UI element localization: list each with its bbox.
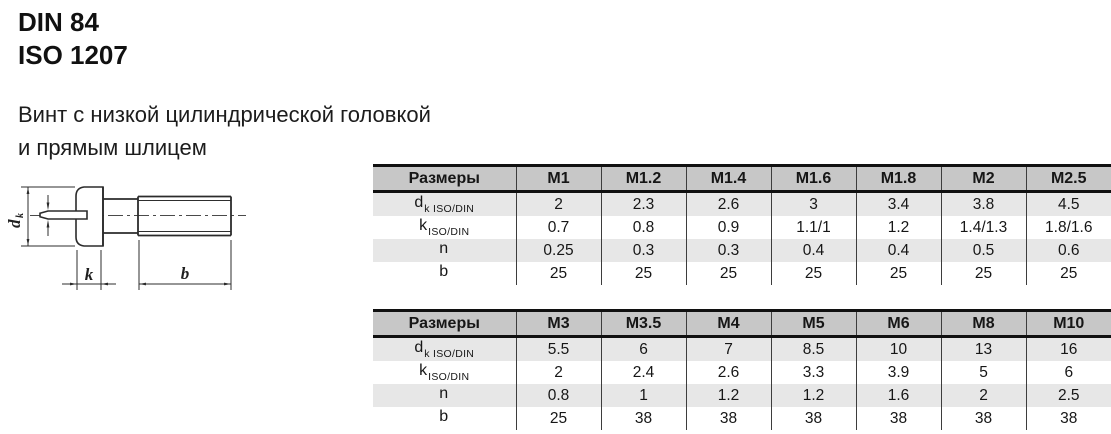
row-label-main: n	[439, 240, 449, 258]
row-label	[373, 384, 516, 407]
table-cell: 2.4	[601, 361, 686, 384]
b-arrow-left	[139, 283, 146, 286]
table-cell: 0.3	[686, 239, 771, 262]
table-header-cell: M5	[771, 311, 856, 337]
table-cell: 0.4	[771, 239, 856, 262]
table-cell: 3	[771, 192, 856, 217]
k-arrow-right	[101, 283, 108, 286]
table-row	[373, 216, 1111, 239]
table-cell: 3.3	[771, 361, 856, 384]
table-cell: 13	[941, 337, 1026, 362]
table-header-cell: M10	[1026, 311, 1111, 337]
table-row	[373, 262, 1111, 285]
table-header-cell: M2	[941, 166, 1026, 192]
table-cell: 0.5	[941, 239, 1026, 262]
table-cell: 38	[856, 407, 941, 430]
row-label-sub: ISO/DIN	[428, 370, 470, 383]
row-label	[373, 239, 516, 262]
table-cell: 38	[686, 407, 771, 430]
row-label-main: k	[419, 362, 428, 380]
table-header-cell: M1.8	[856, 166, 941, 192]
spec-table-large-sizes	[373, 309, 1111, 430]
dk-label-sub: k	[15, 213, 26, 218]
row-label-main: n	[439, 385, 449, 403]
row-label-main: b	[439, 408, 449, 426]
table-cell: 6	[601, 337, 686, 362]
description-line-1: Винт с низкой цилиндрической головкой	[18, 102, 431, 127]
table-cell: 38	[771, 407, 856, 430]
row-label-sub: ISO/DIN	[428, 225, 470, 238]
table-cell: 25	[941, 262, 1026, 285]
table-cell: 38	[941, 407, 1026, 430]
table-cell: 0.3	[601, 239, 686, 262]
table-cell: 25	[1026, 262, 1111, 285]
table-cell: 7	[686, 337, 771, 362]
table-cell: 2.3	[601, 192, 686, 217]
table-cell: 3.9	[856, 361, 941, 384]
description-line-2: и прямым шлицем	[18, 135, 207, 160]
table-cell: 1.2	[686, 384, 771, 407]
table-header-cell: M6	[856, 311, 941, 337]
table-header-cell: M1.4	[686, 166, 771, 192]
table-cell: 25	[686, 262, 771, 285]
table-header-cell: Размеры	[373, 166, 516, 192]
row-label-sub: k ISO/DIN	[424, 347, 475, 360]
b-arrow-right	[224, 283, 231, 286]
table-cell: 0.4	[856, 239, 941, 262]
row-label	[373, 361, 516, 384]
table-cell: 25	[856, 262, 941, 285]
row-label-main: d	[414, 339, 424, 357]
table-cell: 25	[771, 262, 856, 285]
table-cell: 38	[601, 407, 686, 430]
k-dimension-label: k	[84, 265, 94, 284]
standard-din: DIN 84	[18, 7, 99, 37]
table-row	[373, 239, 1111, 262]
table-header-cell: M3.5	[601, 311, 686, 337]
table-cell: 2.6	[686, 192, 771, 217]
b-dimension-label: b	[180, 264, 190, 283]
table-header-cell: M4	[686, 311, 771, 337]
row-label-main: k	[419, 217, 428, 235]
table-cell: 1.8/1.6	[1026, 216, 1111, 239]
standards-heading	[18, 6, 128, 72]
table-cell: 0.9	[686, 216, 771, 239]
table-cell: 0.25	[516, 239, 601, 262]
table-cell: 2	[516, 361, 601, 384]
table-cell: 16	[1026, 337, 1111, 362]
table-header-cell: M3	[516, 311, 601, 337]
table-cell: 1.4/1.3	[941, 216, 1026, 239]
table-cell: 1.6	[856, 384, 941, 407]
table-cell: 0.7	[516, 216, 601, 239]
dk-arrow-top	[27, 187, 30, 194]
table-cell: 25	[601, 262, 686, 285]
table-cell: 5	[941, 361, 1026, 384]
table-header-cell: Размеры	[373, 311, 516, 337]
table-row	[373, 361, 1111, 384]
table-cell: 10	[856, 337, 941, 362]
table-row	[373, 192, 1111, 217]
table-cell: 8.5	[771, 337, 856, 362]
table-row	[373, 407, 1111, 430]
table-header-cell: M8	[941, 311, 1026, 337]
k-arrow-left	[70, 283, 77, 286]
row-label-main: b	[439, 263, 449, 281]
table-row	[373, 337, 1111, 362]
row-label-sub: k ISO/DIN	[424, 202, 475, 215]
table-cell: 1.1/1	[771, 216, 856, 239]
row-label	[373, 192, 516, 217]
table-header-cell: M1.6	[771, 166, 856, 192]
table-header-cell: M1.2	[601, 166, 686, 192]
row-label	[373, 407, 516, 430]
table-header-row	[373, 311, 1111, 337]
slot-arrow-bottom-head	[47, 220, 50, 228]
table-cell: 6	[1026, 361, 1111, 384]
table-cell: 2	[941, 384, 1026, 407]
table-cell: 0.6	[1026, 239, 1111, 262]
standard-iso: ISO 1207	[18, 40, 128, 70]
table-cell: 1.2	[771, 384, 856, 407]
table-row	[373, 384, 1111, 407]
table-header-row	[373, 166, 1111, 192]
table-cell: 5.5	[516, 337, 601, 362]
table-cell: 1	[601, 384, 686, 407]
table-header-cell: M1	[516, 166, 601, 192]
dk-arrow-bottom	[27, 239, 30, 246]
table-cell: 0.8	[516, 384, 601, 407]
spec-table-small-sizes	[373, 164, 1111, 285]
dk-label-main: d	[5, 219, 24, 228]
row-label-main: d	[414, 194, 424, 212]
table-cell: 3.8	[941, 192, 1026, 217]
table-cell: 2.6	[686, 361, 771, 384]
table-cell: 3.4	[856, 192, 941, 217]
table-cell: 2	[516, 192, 601, 217]
table-cell: 4.5	[1026, 192, 1111, 217]
table-cell: 2.5	[1026, 384, 1111, 407]
table-cell: 0.8	[601, 216, 686, 239]
slot-arrow-top-head	[47, 203, 50, 211]
table-cell: 25	[516, 262, 601, 285]
dk-dimension-label	[5, 213, 26, 228]
table-header-cell: M2.5	[1026, 166, 1111, 192]
row-label	[373, 262, 516, 285]
table-cell: 25	[516, 407, 601, 430]
table-cell: 38	[1026, 407, 1111, 430]
row-label	[373, 337, 516, 362]
screw-technical-drawing	[0, 168, 290, 295]
row-label	[373, 216, 516, 239]
product-description	[18, 98, 431, 164]
screw-slot-shape	[40, 211, 87, 219]
table-cell: 1.2	[856, 216, 941, 239]
